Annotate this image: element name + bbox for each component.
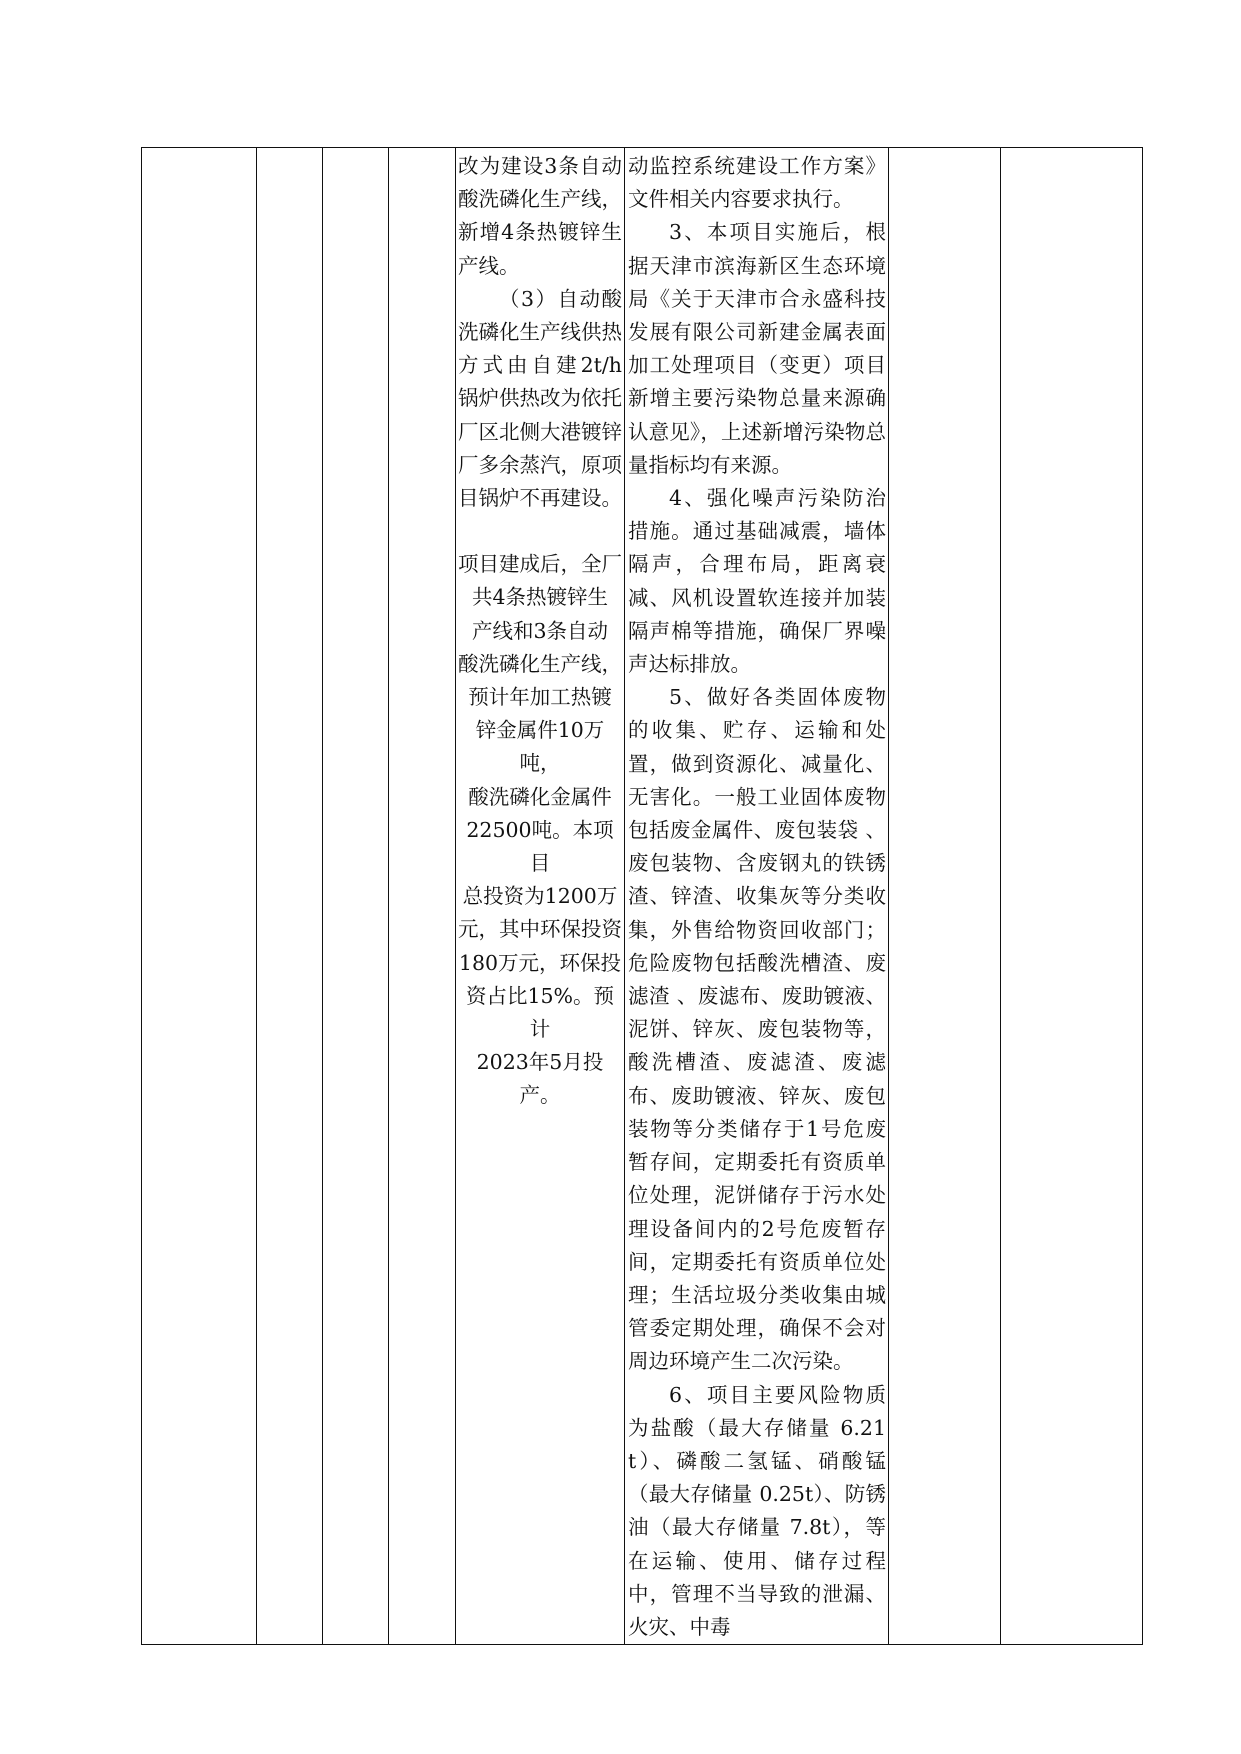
main-table [141,147,1143,1645]
table-cell-col8 [1001,148,1143,1645]
col5-summary-line: 锌金属件10万吨， [475,718,605,776]
col5-summary-line: 元，其中环保投资 [458,917,622,942]
table-cell-col7 [889,148,1001,1645]
table-cell-col4 [389,148,456,1645]
col5-summary-block [458,548,622,1112]
table-cell-col3 [323,148,389,1645]
table-cell-col2 [257,148,323,1645]
col5-summary-line: 酸洗磷化生产线， [458,651,622,676]
col5-summary-line: 资占比15%。预计 [465,983,615,1042]
col6-item3-paragraph: 3、本项目实施后，根据天津市滨海新区生态环境局《关于天津市合永盛科技发展有限公司新建金属表面加工处理项目（变更）项目新增主要污染物总量来源确认意见》，上述新增污染物总量指标均有来源。 [628,220,886,477]
table-cell-col6 [625,148,889,1645]
col5-summary-line: 总投资为1200万 [462,884,618,909]
col5-summary-line: 共4条热镀锌生 [471,585,609,610]
col6-item6-paragraph: 6、项目主要风险物质为盐酸（最大存储量 6.21t）、磷酸二氢锰、硝酸锰（最大存储量 0.25t）、防锈油（最大存储量 7.8t），等在运输、使用、储存过程中，管理不当导致的泄漏、火灾、中毒 [628,1382,886,1639]
col5-summary-line: 项目建成后，全厂 [458,552,622,577]
col6-continuation-paragraph: 动监控系统建设工作方案》文件相关内容要求执行。 [628,154,886,212]
col6-item5-paragraph: 5、做好各类固体废物的收集、贮存、运输和处置，做到资源化、减量化、无害化。一般工业固体废物包括废金属件、废包装袋 、废包装物、含废钢丸的铁锈渣、锌渣、收集灰等分类收集，外售给物资回收部门；危险废物包括酸洗槽渣、废滤渣 、废滤布、废助镀液、泥饼、锌灰、废包装物等，酸洗槽渣、废滤渣、废滤布、废助镀液、锌灰、废包装物等分类储存于1号危废暂存间，定期委托有资质单位处理，泥饼储存于污水处理设备间内的2号危废暂存间，定期委托有资质单位处理；生活垃圾分类收集由城管委定期处理，确保不会对周边环境产生二次污染。 [628,685,886,1374]
col5-summary-line: 预计年加工热镀 [468,685,612,710]
col6-item4-paragraph: 4、强化噪声污染防治措施。通过基础减震，墙体隔声，合理布局，距离衰减、风机设置软连接并加装隔声棉等措施，确保厂界噪声达标排放。 [628,486,886,677]
col5-summary-line: 2023年5月投产。 [476,1050,604,1108]
col5-summary-line: 180万元，环保投 [458,950,622,975]
col5-intro-paragraph: 改为建设3条自动酸洗磷化生产线，新增4条热镀锌生产线。 [458,154,622,278]
col5-summary-line: 22500吨。本项目 [466,817,614,876]
table-row [142,148,1143,1645]
table-cell-col1 [142,148,257,1645]
col5-summary-line: 产线和3条自动 [471,618,609,643]
col5-summary-line: 酸洗磷化金属件 [468,784,612,809]
table-cell-col5 [456,148,625,1645]
col5-item3-paragraph: （3）自动酸洗磷化生产线供热方式由自建2t/h锅炉供热改为依托厂区北侧大港镀锌厂多余蒸汽，原项目锅炉不再建设。 [458,286,622,511]
paragraph-gap [458,515,622,548]
